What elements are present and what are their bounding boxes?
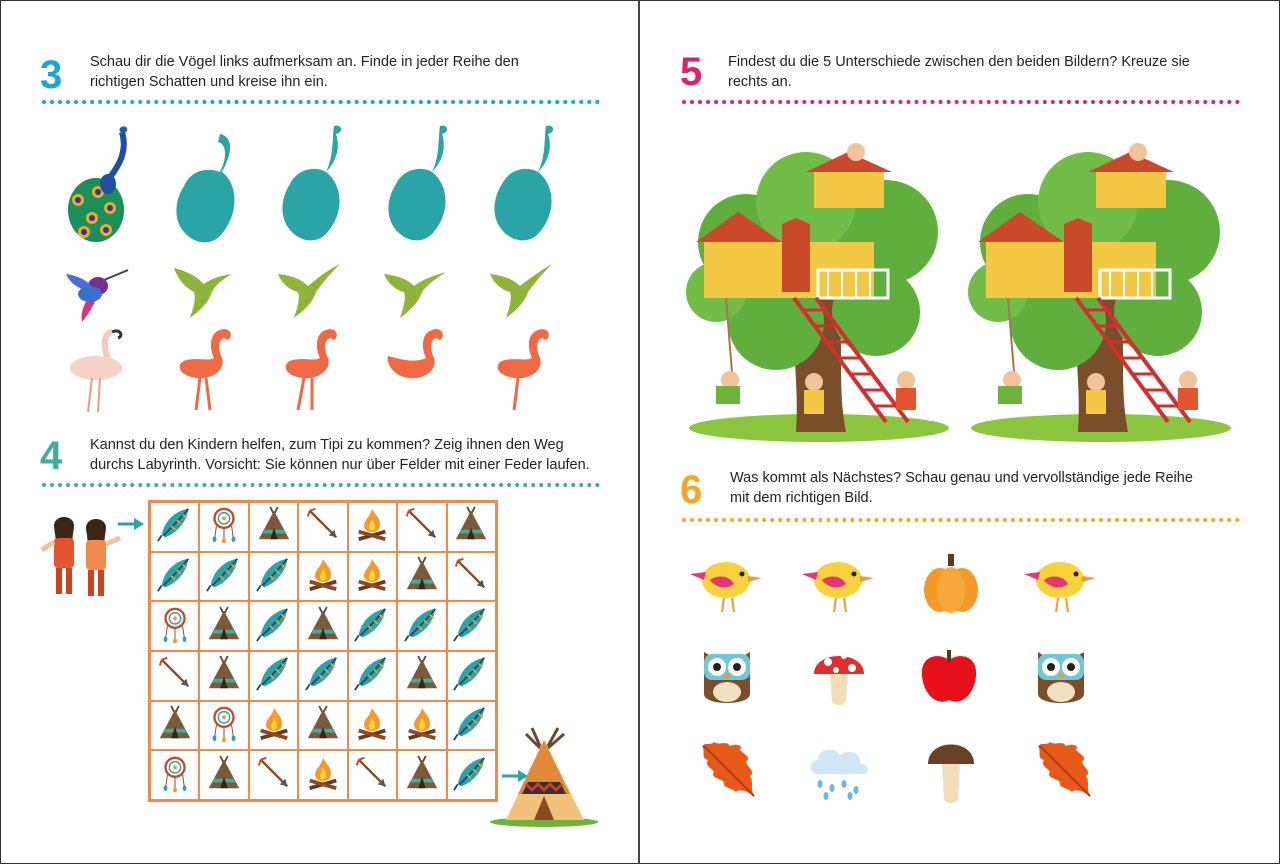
task-3-line-2: richtigen Schatten und kreise ihn ein. bbox=[90, 74, 328, 90]
task-3-divider bbox=[42, 100, 600, 104]
task-5-line-1: Findest du die 5 Unterschiede zwischen den beiden Bildern? Kreuze sie bbox=[728, 54, 1190, 70]
arrow-icon bbox=[304, 505, 342, 548]
task-4-instructions bbox=[90, 435, 610, 475]
maze-cell[interactable] bbox=[298, 750, 347, 800]
peacock-shadow-4[interactable] bbox=[488, 122, 563, 248]
maze-cell[interactable] bbox=[348, 701, 397, 751]
fire-icon bbox=[403, 704, 441, 747]
fire-icon bbox=[353, 555, 391, 598]
task-4-divider bbox=[42, 483, 600, 487]
maze-cell[interactable] bbox=[199, 651, 248, 701]
maze-cell[interactable] bbox=[249, 502, 298, 552]
bird-icon[interactable] bbox=[690, 556, 762, 614]
dreamcatcher-icon bbox=[156, 605, 194, 648]
maze-cell[interactable] bbox=[447, 651, 496, 701]
maze-cell[interactable] bbox=[298, 651, 347, 701]
peacock-shadow-3[interactable] bbox=[382, 122, 457, 248]
maze-cell[interactable] bbox=[348, 601, 397, 651]
flamingo-shadow-1[interactable] bbox=[172, 324, 238, 414]
hummingbird-shadow-2[interactable] bbox=[276, 262, 342, 320]
maze-cell[interactable] bbox=[298, 701, 347, 751]
maze-cell[interactable] bbox=[150, 502, 199, 552]
feather-icon bbox=[255, 555, 293, 598]
owl-icon[interactable] bbox=[700, 644, 754, 708]
maze-cell[interactable] bbox=[397, 651, 446, 701]
tipi-icon bbox=[452, 505, 490, 548]
maze-cell[interactable] bbox=[150, 601, 199, 651]
maze-cell[interactable] bbox=[249, 701, 298, 751]
maze-cell[interactable] bbox=[397, 502, 446, 552]
maze-cell[interactable] bbox=[397, 552, 446, 602]
maze-cell[interactable] bbox=[249, 601, 298, 651]
feather-icon bbox=[353, 605, 391, 648]
maze-cell[interactable] bbox=[447, 601, 496, 651]
dreamcatcher-icon bbox=[205, 505, 243, 548]
fire-icon bbox=[304, 754, 342, 797]
feather-icon bbox=[452, 704, 490, 747]
tipi-icon bbox=[205, 605, 243, 648]
hummingbird-icon[interactable] bbox=[60, 262, 130, 324]
task-5-instructions bbox=[728, 52, 1228, 92]
maze-cell[interactable] bbox=[150, 651, 199, 701]
feather-icon bbox=[156, 555, 194, 598]
maze-cell[interactable] bbox=[447, 502, 496, 552]
mushroom-icon[interactable] bbox=[812, 644, 866, 708]
peacock-icon[interactable] bbox=[62, 122, 132, 247]
page-spine bbox=[638, 0, 640, 864]
fire-icon bbox=[304, 555, 342, 598]
flamingo-icon[interactable] bbox=[62, 324, 128, 414]
maze-cell[interactable] bbox=[199, 601, 248, 651]
peacock-shadow-1[interactable] bbox=[170, 128, 245, 248]
autumn-leaf-icon[interactable] bbox=[696, 738, 760, 802]
tipi-icon bbox=[403, 654, 441, 697]
task-5-line-2: rechts an. bbox=[728, 74, 792, 90]
task-5-divider bbox=[682, 100, 1240, 104]
task-6-divider bbox=[682, 518, 1240, 522]
maze-cell[interactable] bbox=[298, 552, 347, 602]
arrow-icon bbox=[403, 505, 441, 548]
pumpkin-icon[interactable] bbox=[920, 554, 982, 614]
maze-cell[interactable] bbox=[199, 701, 248, 751]
tipi-icon bbox=[255, 505, 293, 548]
maze-cell[interactable] bbox=[249, 750, 298, 800]
maze-cell[interactable] bbox=[397, 701, 446, 751]
tipi-icon bbox=[403, 555, 441, 598]
task-4-line-2: durchs Labyrinth. Vorsicht: Sie können nur über Felder mit einer Feder laufen. bbox=[90, 457, 590, 473]
children-icon bbox=[40, 508, 122, 602]
maze-cell[interactable] bbox=[150, 750, 199, 800]
feather-icon bbox=[304, 654, 342, 697]
task-4-line-1: Kannst du den Kindern helfen, zum Tipi zu kommen? Zeig ihnen den Weg bbox=[90, 437, 564, 453]
task-6-line-1: Was kommt als Nächstes? Schau genau und vervollständige jede Reihe bbox=[730, 470, 1193, 486]
maze-cell[interactable] bbox=[150, 701, 199, 751]
flamingo-shadow-4[interactable] bbox=[488, 324, 558, 414]
tipi-icon bbox=[156, 704, 194, 747]
tipi-icon bbox=[304, 605, 342, 648]
feather-icon bbox=[353, 654, 391, 697]
fire-icon bbox=[353, 505, 391, 548]
feather-icon bbox=[452, 654, 490, 697]
hummingbird-shadow-4[interactable] bbox=[488, 262, 554, 320]
task-6-number: 6 bbox=[680, 468, 703, 512]
brown-mushroom-icon[interactable] bbox=[926, 736, 976, 804]
maze-cell[interactable] bbox=[348, 651, 397, 701]
dreamcatcher-icon bbox=[156, 754, 194, 797]
maze-cell[interactable] bbox=[249, 651, 298, 701]
treehouse-picture-right[interactable] bbox=[968, 142, 1234, 442]
peacock-shadow-2[interactable] bbox=[276, 122, 351, 248]
maze-cell[interactable] bbox=[348, 750, 397, 800]
maze-cell[interactable] bbox=[199, 750, 248, 800]
maze-cell[interactable] bbox=[298, 601, 347, 651]
task-6-instructions bbox=[730, 468, 1230, 508]
labyrinth-grid bbox=[148, 500, 498, 802]
feather-icon bbox=[403, 605, 441, 648]
tipi-icon bbox=[205, 754, 243, 797]
treehouse-picture-left[interactable] bbox=[686, 142, 952, 442]
maze-cell[interactable] bbox=[397, 601, 446, 651]
tipi-icon bbox=[403, 754, 441, 797]
maze-cell[interactable] bbox=[397, 750, 446, 800]
maze-cell[interactable] bbox=[298, 502, 347, 552]
tipi-icon bbox=[304, 704, 342, 747]
arrow-icon bbox=[255, 754, 293, 797]
feather-icon bbox=[205, 555, 243, 598]
fire-icon bbox=[255, 704, 293, 747]
tipi-goal-icon bbox=[488, 720, 600, 828]
task-5-number: 5 bbox=[680, 50, 703, 94]
apple-icon[interactable] bbox=[918, 648, 980, 706]
flamingo-shadow-3[interactable] bbox=[382, 324, 452, 414]
rain-cloud-icon[interactable] bbox=[806, 744, 872, 800]
task-3-number: 3 bbox=[40, 53, 63, 97]
maze-cell[interactable] bbox=[348, 552, 397, 602]
arrow-icon bbox=[452, 555, 490, 598]
feather-icon bbox=[452, 605, 490, 648]
feather-icon bbox=[156, 505, 194, 548]
fire-icon bbox=[353, 704, 391, 747]
maze-cell[interactable] bbox=[199, 552, 248, 602]
task-3-line-1: Schau dir die Vögel links aufmerksam an. Finde in jeder Reihe den bbox=[90, 54, 519, 70]
arrow-icon bbox=[353, 754, 391, 797]
flamingo-shadow-2[interactable] bbox=[276, 324, 346, 414]
feather-icon bbox=[255, 605, 293, 648]
autumn-leaf-icon[interactable] bbox=[1032, 738, 1096, 802]
dreamcatcher-icon bbox=[205, 704, 243, 747]
task-3-instructions bbox=[90, 52, 560, 92]
start-arrow-icon bbox=[118, 517, 144, 531]
feather-icon bbox=[255, 654, 293, 697]
maze-cell[interactable] bbox=[447, 552, 496, 602]
owl-icon[interactable] bbox=[1034, 644, 1088, 708]
maze-cell[interactable] bbox=[150, 552, 199, 602]
feather-icon bbox=[452, 754, 490, 797]
maze-cell[interactable] bbox=[199, 502, 248, 552]
maze-cell[interactable] bbox=[249, 552, 298, 602]
task-6-line-2: mit dem richtigen Bild. bbox=[730, 490, 873, 506]
tipi-icon bbox=[205, 654, 243, 697]
task-4-number: 4 bbox=[40, 434, 63, 478]
maze-cell[interactable] bbox=[348, 502, 397, 552]
bird-icon[interactable] bbox=[802, 556, 874, 614]
arrow-icon bbox=[156, 654, 194, 697]
hummingbird-shadow-3[interactable] bbox=[382, 262, 448, 320]
hummingbird-shadow-1[interactable] bbox=[172, 262, 234, 320]
bird-icon[interactable] bbox=[1024, 556, 1096, 614]
